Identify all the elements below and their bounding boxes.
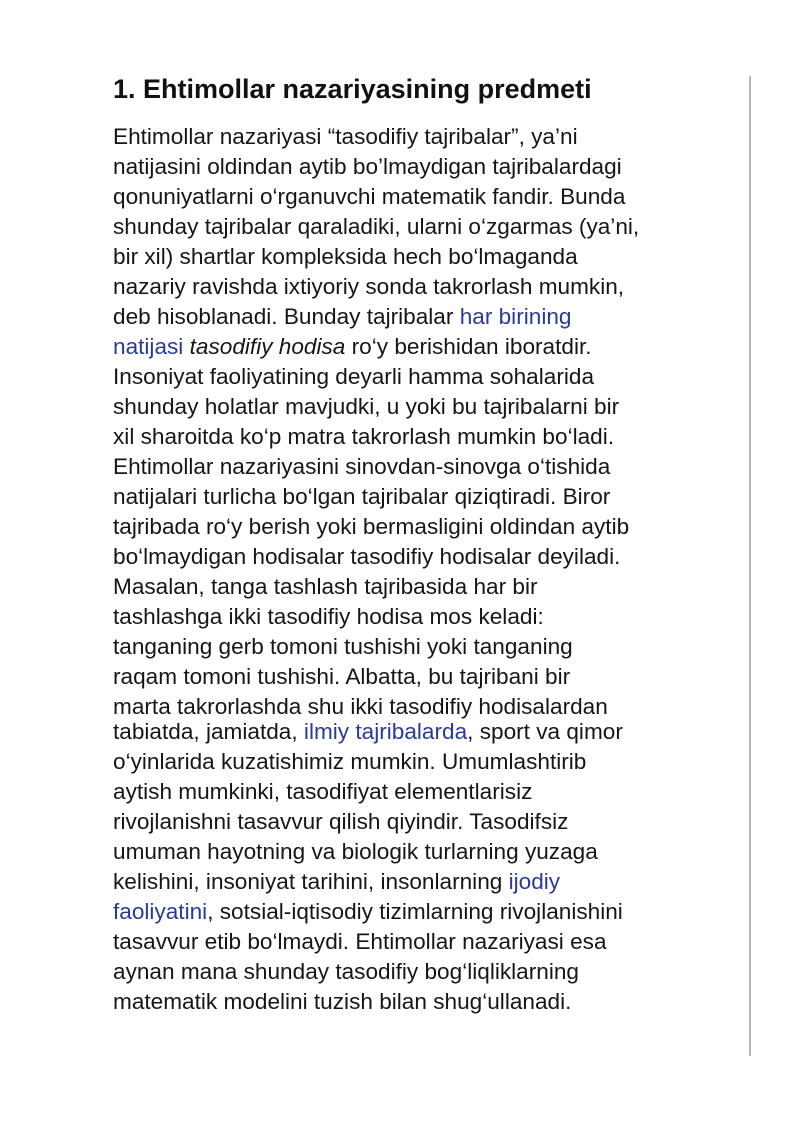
text-line: raqam tomoni tushishi. Albatta, bu tajribani bir <box>113 664 571 689</box>
section-heading: 1. Ehtimollar nazariyasining predmeti <box>113 74 592 104</box>
text-line <box>113 868 560 896</box>
text-line: qonuniyatlarni o‘rganuvchi matematik fandir. Bunda <box>113 184 626 209</box>
hyperlink[interactable]: ilmiy tajribalarda <box>303 719 468 744</box>
text-line <box>113 898 623 926</box>
text-line: Masalan, tanga tashlash tajribasida har bir <box>113 574 538 599</box>
text-line: umuman hayotning va biologik turlarning yuzaga <box>113 839 598 864</box>
text-line: tasavvur etib bo‘lmaydi. Ehtimollar nazariyasi esa <box>113 929 607 954</box>
text-line: bir xil) shartlar kompleksida hech bo‘lmaganda <box>113 244 578 269</box>
text-line: nazariy ravishda ixtiyoriy sonda takrorlash mumkin, <box>113 274 625 299</box>
text-line: tashlashga ikki tasodifiy hodisa mos keladi: <box>113 604 544 629</box>
text-line: shunday holatlar mavjudki, u yoki bu tajribalarni bir <box>113 394 620 419</box>
text-line: tajribada ro‘y berish yoki bermasligini oldindan aytib <box>113 514 630 539</box>
text-run: kelishini, insoniyat tarihini, insonlarning <box>113 869 509 894</box>
hyperlink[interactable]: natijasi <box>113 334 184 359</box>
text-line: tanganing gerb tomoni tushishi yoki tanganing <box>113 634 573 659</box>
text-line <box>113 303 571 331</box>
hyperlink[interactable]: faoliyatini <box>113 899 208 924</box>
text-line: bo‘lmaydigan hodisalar tasodifiy hodisalar deyiladi. <box>113 544 621 569</box>
text-line: aynan mana shunday tasodifiy bog‘liqliklarning <box>113 959 579 984</box>
text-run: , sotsial-iqtisodiy tizimlarning rivojlanishini <box>207 899 623 924</box>
italic-term: tasodifiy hodisa <box>189 334 346 359</box>
hyperlink[interactable]: har birining <box>459 304 572 329</box>
text-line: aytish mumkinki, tasodifiyat elementlarisiz <box>113 779 533 804</box>
hyperlink[interactable]: ijodiy <box>508 869 561 894</box>
text-run: tabiatda, jamiatda, <box>113 719 304 744</box>
text-line: shunday tajribalar qaraladiki, ularni o‘zgarmas (ya’ni, <box>113 214 640 239</box>
text-run: , sport va qimor <box>467 719 623 744</box>
text-line <box>113 333 592 361</box>
text-line: Ehtimollar nazariyasi “tasodifiy tajribalar”, ya’ni <box>113 124 578 149</box>
text-line: matematik modelini tuzish bilan shug‘ullanadi. <box>113 989 572 1014</box>
text-line: Ehtimollar nazariyasini sinovdan-sinovga o‘tishida <box>113 454 611 479</box>
text-line: o‘yinlarida kuzatishimiz mumkin. Umumlashtirib <box>113 749 587 774</box>
text-line <box>113 718 623 746</box>
text-run: deb hisoblanadi. Bunday tajribalar <box>113 304 460 329</box>
text-line: marta takrorlashda shu ikki tasodifiy hodisalardan <box>113 694 608 719</box>
text-line: natijalari turlicha bo‘lgan tajribalar qiziqtiradi. Biror <box>113 484 611 509</box>
text-line: Insoniyat faoliyatining deyarli hamma sohalarida <box>113 364 595 389</box>
page-edge-rule <box>749 76 751 1056</box>
text-line: xil sharoitda ko‘p matra takrorlash mumkin bo‘ladi. <box>113 424 615 449</box>
text-line: rivojlanishni tasavvur qilish qiyindir. Tasodifsiz <box>113 809 569 834</box>
text-run: ro‘y berishidan iboratdir. <box>345 334 592 359</box>
text-line: natijasini oldindan aytib bo’lmaydigan tajribalardagi <box>113 154 622 179</box>
